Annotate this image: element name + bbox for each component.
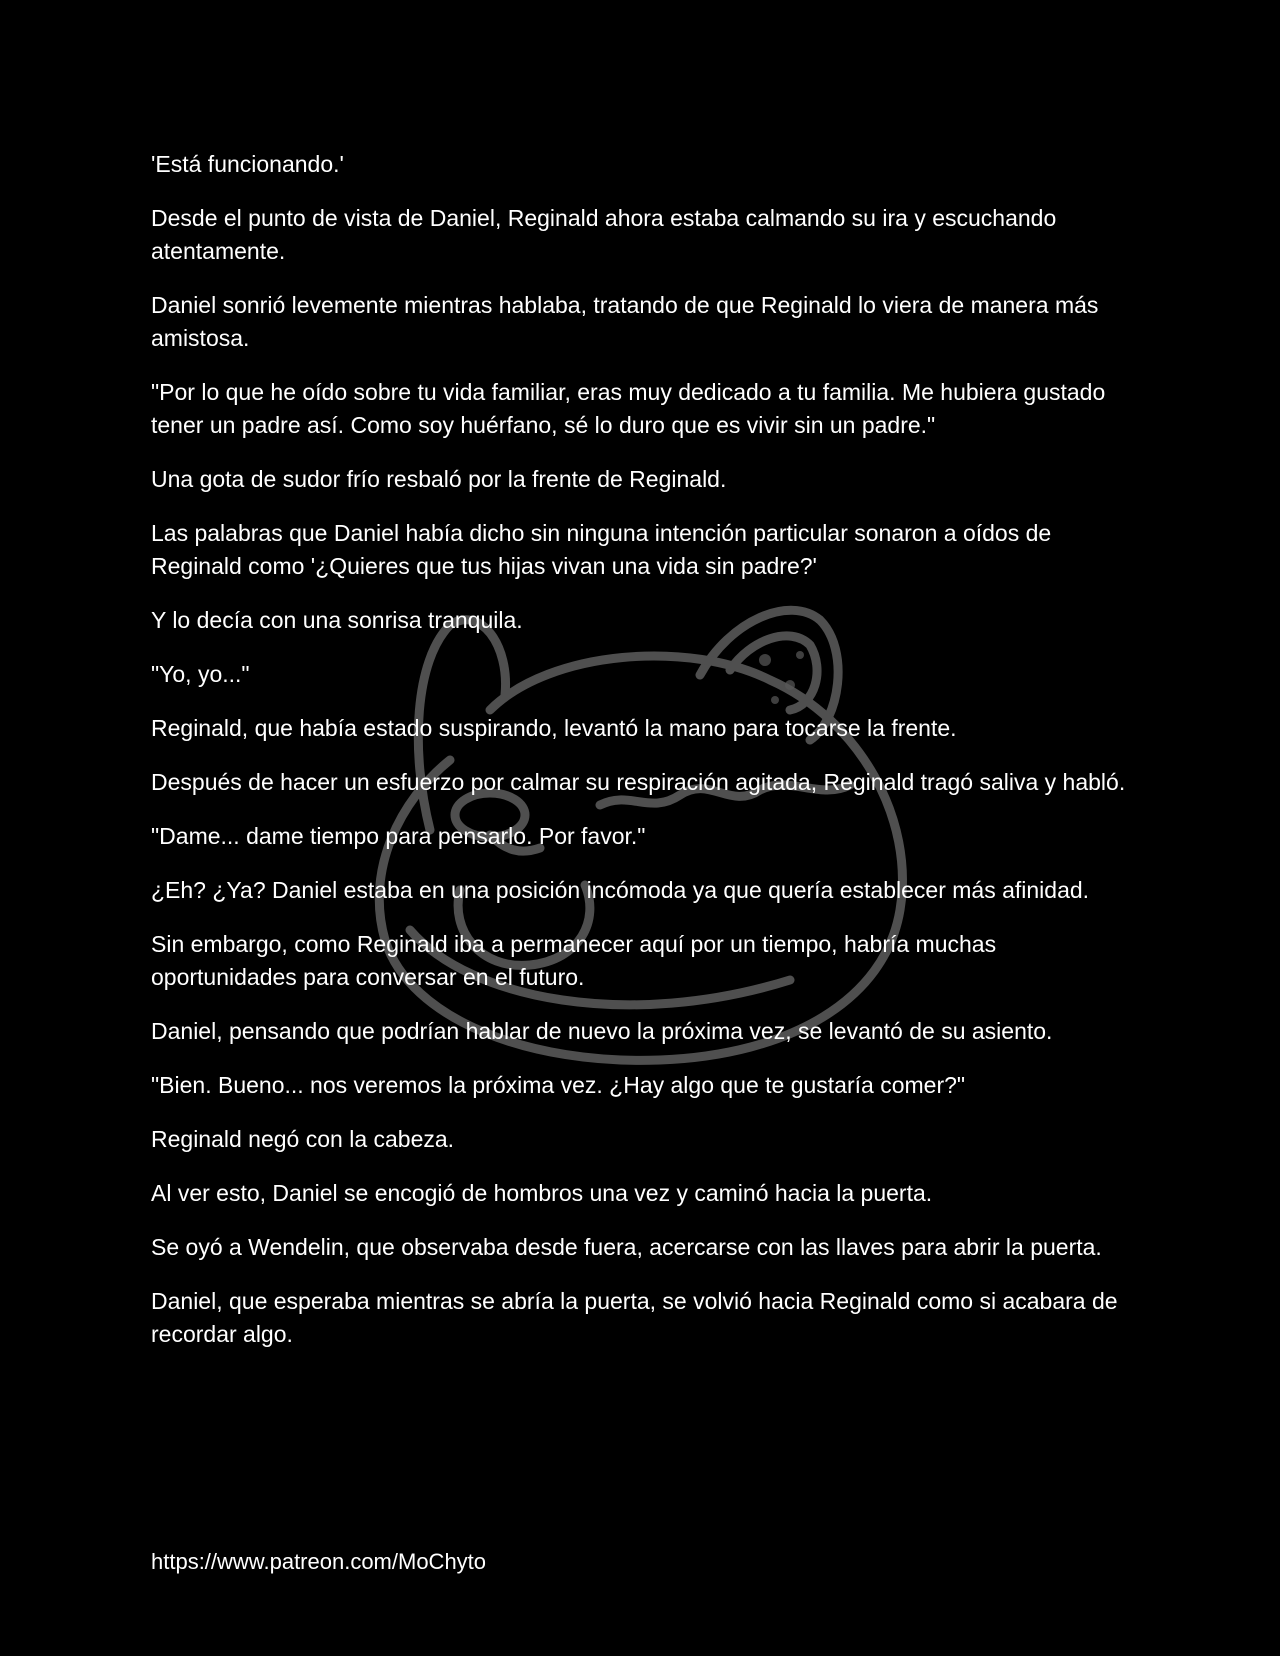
- paragraph: 'Está funcionando.': [151, 151, 344, 177]
- paragraph: "Dame... dame tiempo para pensarlo. Por favor.": [151, 823, 646, 849]
- paragraph: Después de hacer un esfuerzo por calmar su respiración agitada, Reginald tragó saliva y habló.: [151, 769, 1126, 795]
- paragraph: Al ver esto, Daniel se encogió de hombros una vez y caminó hacia la puerta.: [151, 1180, 933, 1206]
- paragraph: ¿Eh? ¿Ya? Daniel estaba en una posición incómoda ya que quería establecer más afinidad.: [151, 877, 1090, 903]
- paragraph: Desde el punto de vista de Daniel, Reginald ahora estaba calmando su ira y escuchando atentamente.: [151, 205, 1057, 264]
- paragraph: Y lo decía con una sonrisa tranquila.: [151, 607, 523, 633]
- paragraph: Daniel, pensando que podrían hablar de nuevo la próxima vez, se levantó de su asiento.: [151, 1018, 1053, 1044]
- paragraph: Las palabras que Daniel había dicho sin ninguna intención particular sonaron a oídos de Reginald como '¿Quieres que tus hijas vivan una vida sin padre?': [151, 520, 1052, 579]
- paragraph: Daniel, que esperaba mientras se abría la puerta, se volvió hacia Reginald como si acabara de recordar algo.: [151, 1288, 1118, 1347]
- paragraph: "Por lo que he oído sobre tu vida familiar, eras muy dedicado a tu familia. Me hubiera gustado tener un padre así. Como soy huérfano, sé lo duro que es vivir sin un padre.": [151, 379, 1106, 438]
- paragraph: Una gota de sudor frío resbaló por la frente de Reginald.: [151, 466, 727, 492]
- paragraph: Reginald negó con la cabeza.: [151, 1126, 455, 1152]
- paragraph: "Bien. Bueno... nos veremos la próxima vez. ¿Hay algo que te gustaría comer?": [151, 1072, 966, 1098]
- paragraph: "Yo, yo...": [151, 661, 250, 687]
- paragraph: Sin embargo, como Reginald iba a permanecer aquí por un tiempo, habría muchas oportunidades para conversar en el futuro.: [151, 931, 997, 990]
- story-body: [151, 148, 1141, 1372]
- paragraph: Daniel sonrió levemente mientras hablaba, tratando de que Reginald lo viera de manera más amistosa.: [151, 292, 1099, 351]
- paragraph: Reginald, que había estado suspirando, levantó la mano para tocarse la frente.: [151, 715, 957, 741]
- paragraph: Se oyó a Wendelin, que observaba desde fuera, acercarse con las llaves para abrir la puerta.: [151, 1234, 1102, 1260]
- patreon-link[interactable]: https://www.patreon.com/MoChyto: [151, 1549, 487, 1574]
